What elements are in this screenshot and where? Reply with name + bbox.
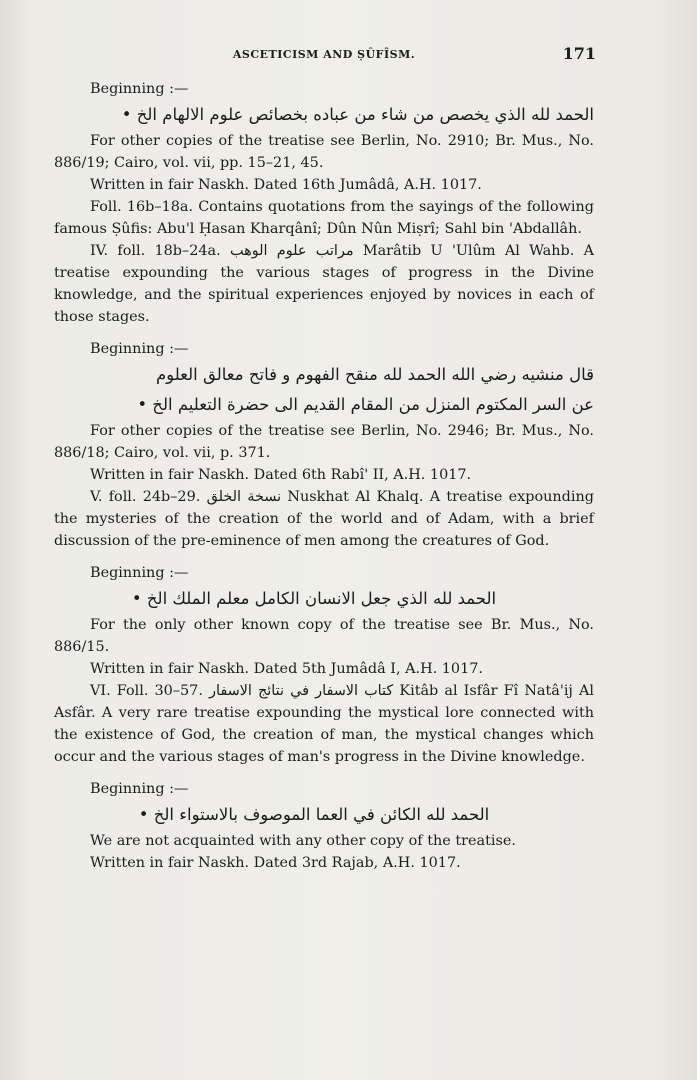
beginning-label: Beginning :— (90, 81, 189, 97)
paragraph: Written in fair Naskh. Dated 16th Jumâdâ, A.H. 1017. (90, 177, 482, 193)
page-header (54, 44, 594, 68)
paragraph: For other copies of the treatise see Berlin, No. 2910; Br. Mus., No. 886/19; Cairo, vol. vii, pp. 15–21, 45. (54, 133, 594, 171)
paragraph: IV. foll. 18b–24a. مراتب علوم الوهب Marâtib U 'Ulûm Al Wahb. A treatise expounding the various stages of progress in the Divine knowledge, and the spiritual experiences enjoyed by novices in each of those stages. (54, 243, 594, 325)
paragraph: Foll. 16b–18a. Contains quotations from the sayings of the following famous Ṣûfis: Abu'l Ḥasan Kharqânî; Dûn Nûn Miṣrî; Sahl bin 'Abdallâh. (54, 199, 594, 237)
beginning-label: Beginning :— (90, 565, 189, 581)
arabic-incipit: الحمد لله الكائن في العما الموصوف بالاستواء الخ • (138, 805, 490, 824)
paragraph: For other copies of the treatise see Berlin, No. 2946; Br. Mus., No. 886/18; Cairo, vol. vii, p. 371. (54, 423, 594, 461)
beginning-label: Beginning :— (90, 341, 189, 357)
arabic-incipit: الحمد لله الذي جعل الانسان الكامل معلم الملك الخ • (131, 589, 497, 608)
beginning-label: Beginning :— (90, 781, 189, 797)
paragraph: We are not acquainted with any other copy of the treatise. (90, 833, 516, 849)
body-text (54, 78, 594, 874)
arabic-incipit: عن السر المكتوم المنزل من المقام القديم الى حضرة التعليم الخ • (137, 395, 594, 414)
page-number: 171 (562, 44, 596, 63)
paragraph: Written in fair Naskh. Dated 5th Jumâdâ I, A.H. 1017. (90, 661, 483, 677)
paragraph: V. foll. 24b–29. نسخة الخلق Nuskhat Al Khalq. A treatise expounding the mysteries of the creation of the world and of Adam, with a brief discussion of the pre-eminence of men among the creatures of God. (54, 489, 594, 549)
paragraph: Written in fair Naskh. Dated 3rd Rajab, A.H. 1017. (90, 855, 461, 871)
paragraph: For the only other known copy of the treatise see Br. Mus., No. 886/15. (54, 617, 594, 655)
arabic-incipit: الحمد لله الذي يخصص من شاء من عباده بخصائص علوم الالهام الخ • (121, 105, 594, 124)
arabic-incipit: قال منشيه رضي الله الحمد لله منقح الفهوم و فاتح معالق العلوم (155, 365, 594, 384)
paragraph: VI. Foll. 30–57. كتاب الاسفار في نتائج الاسفار Kitâb al Isfâr Fî Natâ'ij Al Asfâr. A very rare treatise expounding the mystical lore connected with the existence of God, the creation of man, the mystical changes which occur and the various stages of man's progress in the Divine knowledge. (54, 683, 594, 765)
paragraph: Written in fair Naskh. Dated 6th Rabî' II, A.H. 1017. (90, 467, 472, 483)
running-title: ASCETICISM AND ṢÛFÎSM. (232, 48, 416, 61)
